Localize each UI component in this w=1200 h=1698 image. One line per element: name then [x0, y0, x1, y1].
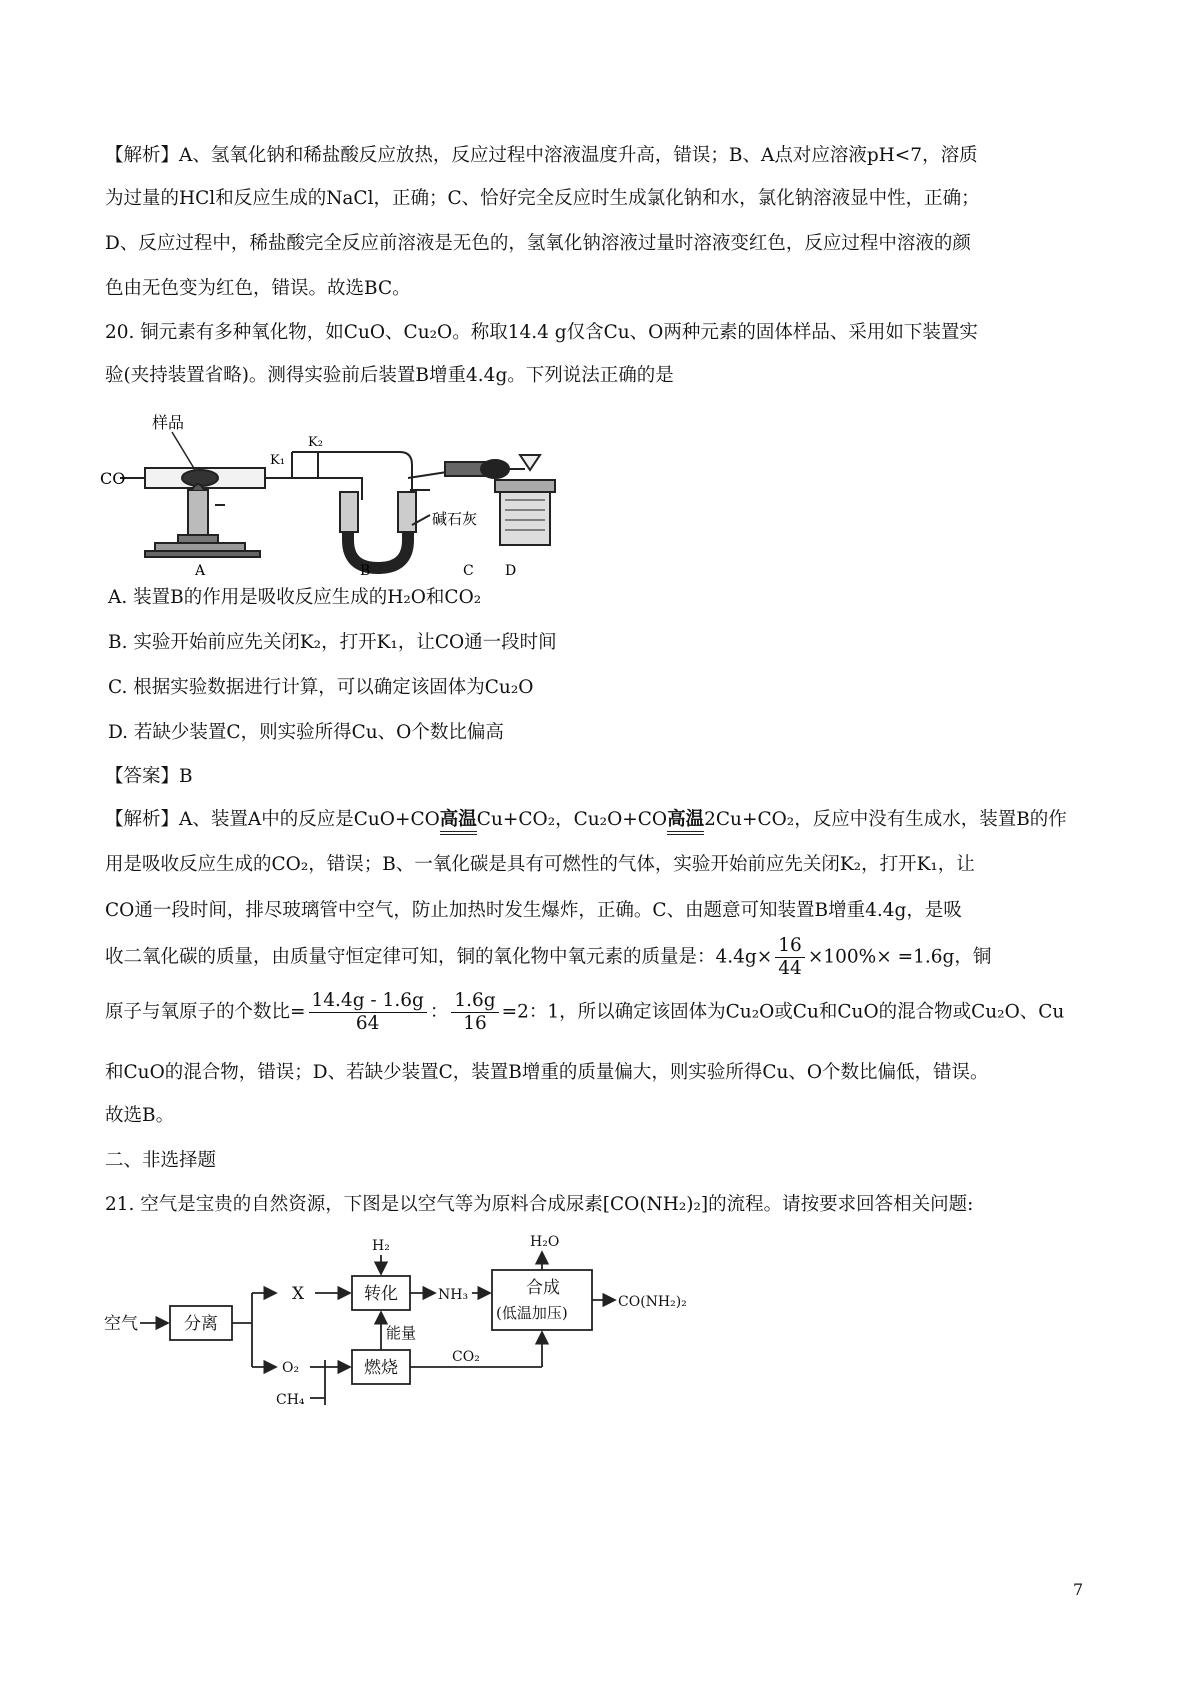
explanation-20-line-6: 和CuO的混合物，错误；D、若缺少装置C，装置B增重的质量偏大，则实验所得Cu、O个数比偏低，错误。: [105, 1062, 989, 1083]
label-soda-lime: 碱石灰: [432, 510, 478, 528]
option-c: C. 根据实验数据进行计算，可以确定该固体为Cu₂O: [108, 677, 534, 698]
label-k2: K₂: [308, 435, 323, 450]
option-b: B. 实验开始前应先关闭K₂，打开K₁，让CO通一段时间: [108, 632, 557, 653]
label-sample: 样品: [152, 413, 185, 432]
explanation-19-line-4: 色由无色变为红色，错误。故选BC。: [105, 278, 411, 299]
label-k1: K₁: [270, 453, 285, 468]
flow-convert: 转化: [364, 1284, 398, 1304]
flow-energy: 能量: [386, 1324, 417, 1342]
explanation-19-line-3: D、反应过程中，稀盐酸完全反应前溶液是无色的，氢氧化钠溶液过量时溶液变红色，反应过程中溶液的颜: [105, 233, 971, 254]
apparatus-figure: [100, 400, 560, 580]
question-21-line-1: 21. 空气是宝贵的自然资源，下图是以空气等为原料合成尿素[CO(NH₂)₂]的流程。请按要求回答相关问题:: [105, 1194, 974, 1215]
flow-synth-condition: (低温加压): [496, 1304, 568, 1322]
label-b: B: [360, 563, 371, 579]
flow-co2: CO₂: [452, 1349, 480, 1365]
option-d: D. 若缺少装置C，则实验所得Cu、O个数比偏高: [108, 722, 504, 743]
label-a: A: [195, 563, 206, 579]
section-heading: 二、非选择题: [105, 1150, 217, 1171]
explanation-19-line-1: 【解析】A、氢氧化钠和稀盐酸反应放热，反应过程中溶液温度升高，错误；B、A点对应溶液pH<7，溶质: [105, 145, 978, 166]
option-a: A. 装置B的作用是吸收反应生成的H₂O和CO₂: [108, 587, 482, 608]
explanation-20-line-7: 故选B。: [105, 1105, 175, 1126]
flow-o2: O₂: [282, 1360, 300, 1376]
explanation-20-line-3: CO通一段时间，排尽玻璃管中空气，防止加热时发生爆炸，正确。C、由题意可知装置B增重4.4g，是吸: [105, 900, 962, 921]
label-co: CO: [100, 469, 126, 488]
label-c: C: [463, 563, 474, 579]
explanation-20-line-5: 原子与氧原子的个数比= $\frac{14.4g - 1.6g}{64}$ ： $\frac{1.6g}{16}$ =2：1，所以确定该固体为Cu₂O或Cu和CuO的混合物或Cu₂O、Cu: [105, 990, 1065, 1034]
high-temp-condition-2: 高温: [667, 807, 704, 833]
page-number: 7: [1073, 1580, 1084, 1599]
fraction-o-ratio: $\frac{1.6g}{16}$: [451, 990, 498, 1035]
flow-nh3: NH₃: [438, 1287, 469, 1303]
flow-h2: H₂: [372, 1238, 390, 1254]
fraction-16-44: $\frac{16}{44}$: [775, 935, 805, 980]
question-20-line-1: 20. 铜元素有多种氧化物，如CuO、Cu₂O。称取14.4 g仅含Cu、O两种元素的固体样品、采用如下装置实: [105, 322, 978, 343]
high-temp-condition: 高温: [440, 807, 477, 833]
flow-burn: 燃烧: [364, 1358, 398, 1378]
question-20-line-2: 验(夹持装置省略)。测得实验前后装置B增重4.4g。下列说法正确的是: [105, 365, 674, 386]
flow-synth: 合成: [526, 1278, 560, 1298]
flow-h2o: H₂O: [530, 1234, 560, 1250]
flow-separate: 分离: [184, 1314, 218, 1334]
explanation-20-line-2: 用是吸收反应生成的CO₂，错误；B、一氧化碳是具有可燃性的气体，实验开始前应先关闭K₂，打开K₁，让: [105, 854, 975, 875]
urea-flow-diagram: [100, 1230, 720, 1410]
explanation-19-line-2: 为过量的HCl和反应生成的NaCl，正确；C、恰好完全反应时生成氯化钠和水，氯化钠溶液显中性，正确；: [105, 188, 980, 209]
flow-x: X: [292, 1284, 305, 1304]
flow-urea: CO(NH₂)₂: [618, 1294, 687, 1310]
explanation-20-line-1: 【解析】A、装置A中的反应是CuO+CO高温Cu+CO₂，Cu₂O+CO高温2Cu+CO₂，反应中没有生成水，装置B的作: [105, 807, 1067, 833]
label-d: D: [505, 563, 517, 579]
answer-20: 【答案】B: [105, 766, 193, 787]
flow-ch4: CH₄: [276, 1392, 305, 1408]
flow-air: 空气: [104, 1314, 138, 1334]
explanation-20-line-4: 收二氧化碳的质量，由质量守恒定律可知，铜的氧化物中氧元素的质量是：4.4g× $\frac{16}{44}$ ×100%× =1.6g，铜: [105, 935, 992, 979]
fraction-cu-ratio: $\frac{14.4g - 1.6g}{64}$: [309, 990, 427, 1035]
